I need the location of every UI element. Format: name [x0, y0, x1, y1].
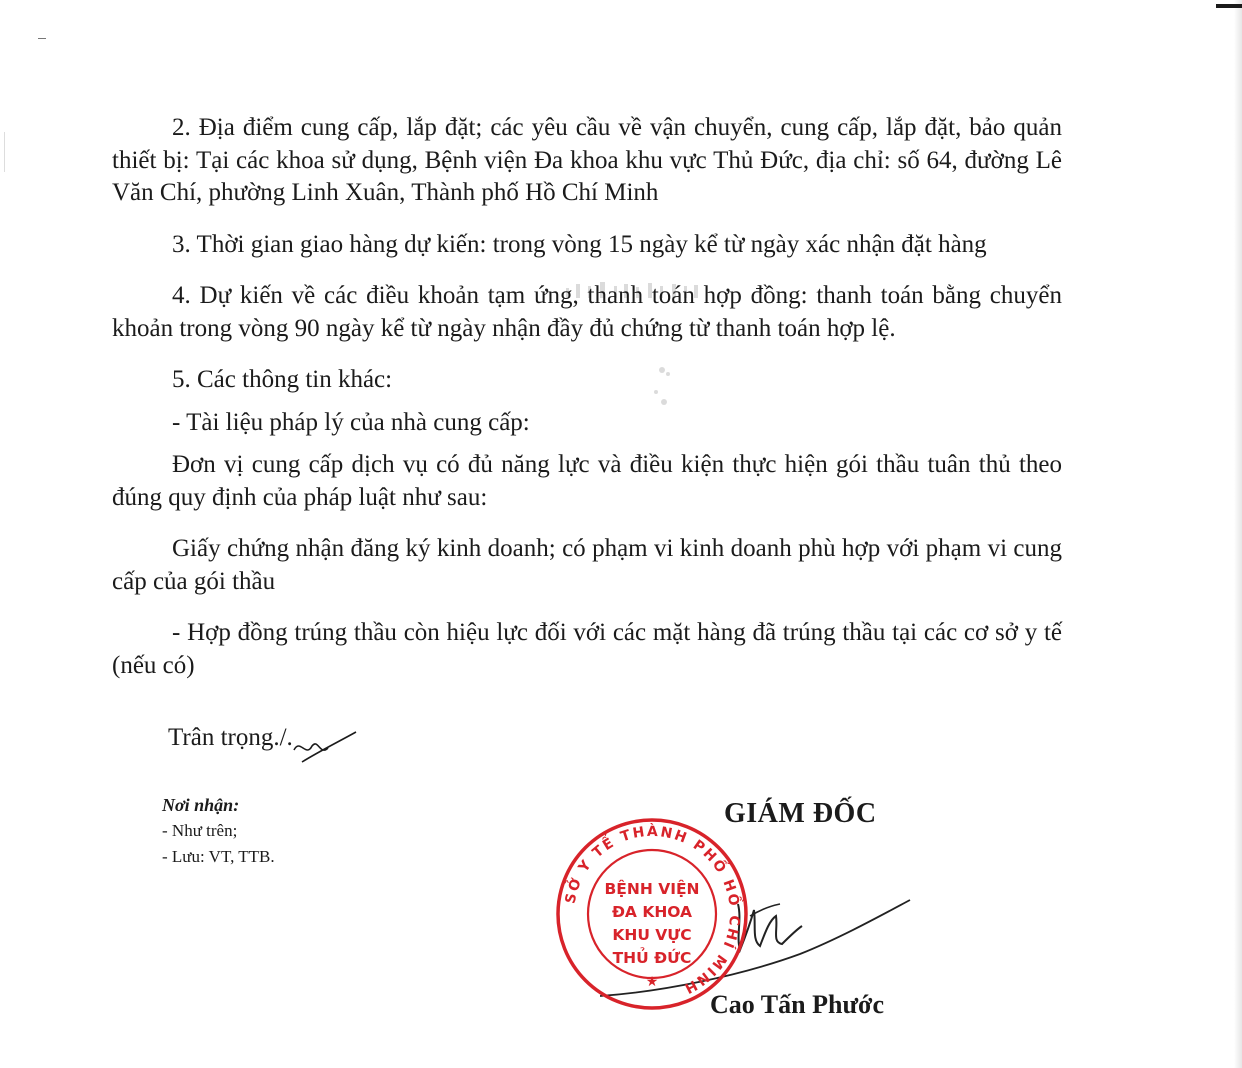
star-icon: ★ — [645, 974, 659, 990]
seal-outer-text: SỞ Y TẾ THÀNH PHỐ HỒ CHÍ MINH — [562, 823, 743, 998]
paragraph-supplier-capability: Đơn vị cung cấp dịch vụ có đủ năng lực và điều kiện thực hiện gói thầu tuân thủ theo đúng quy định của pháp luật như sau: — [112, 451, 1062, 511]
hospital-seal — [554, 816, 750, 1012]
paragraph-payment-terms: 4. Dự kiến về các điều khoản tạm ứng, thanh toán hợp đồng: thanh toán bằng chuyển khoản trong vòng 90 ngày kể từ ngày nhận đầy đủ chứng từ thanh toán hợp lệ. — [112, 282, 1062, 342]
paragraph-valid-contracts: - Hợp đồng trúng thầu còn hiệu lực đối với các mặt hàng đã trúng thầu tại các cơ sở y tế (nếu có) — [112, 619, 1062, 679]
page-edge-mark — [4, 132, 5, 172]
seal-line: BỆNH VIỆN — [604, 880, 700, 898]
paragraph-business-certificate: Giấy chứng nhận đăng ký kinh doanh; có phạm vi kinh doanh phù hợp với phạm vi cung cấp của gói thầu — [112, 535, 1062, 595]
signatory-title: GIÁM ĐỐC — [724, 798, 877, 829]
recipients-title: Nơi nhận: — [162, 795, 240, 815]
paragraph-other-info-heading: 5. Các thông tin khác: — [172, 366, 393, 393]
scan-edge-shadow — [1234, 0, 1242, 1068]
scan-edge-mark — [1216, 4, 1242, 8]
seal-line: ĐA KHOA — [611, 903, 693, 921]
recipient-item: - Lưu: VT, TTB. — [162, 847, 275, 866]
recipient-item: - Như trên; — [162, 821, 238, 840]
page-margin-mark — [38, 38, 46, 39]
paragraph-legal-documents: - Tài liệu pháp lý của nhà cung cấp: — [172, 408, 530, 436]
initial-flourish — [288, 728, 360, 772]
paragraph-delivery-time: 3. Thời gian giao hàng dự kiến: trong vòng 15 ngày kể từ ngày xác nhận đặt hàng — [172, 230, 987, 258]
closing-greeting: Trân trọng./. — [168, 724, 293, 751]
signatory-name: Cao Tấn Phước — [710, 990, 884, 1019]
seal-line: KHU VỰC — [612, 926, 692, 944]
paragraph-delivery-location: 2. Địa điểm cung cấp, lắp đặt; các yêu cầu về vận chuyển, cung cấp, lắp đặt, bảo quản thiết bị: Tại các khoa sử dụng, Bệnh viện Đa khoa khu vực Thủ Đức, địa chỉ: số 64, đường Lê Văn Chí, phường Linh Xuân, Thành phố Hồ Chí Minh — [112, 114, 1062, 206]
seal-line: THỦ ĐỨC — [612, 949, 692, 967]
letter-body — [112, 112, 1062, 701]
recipients-block — [162, 792, 275, 870]
